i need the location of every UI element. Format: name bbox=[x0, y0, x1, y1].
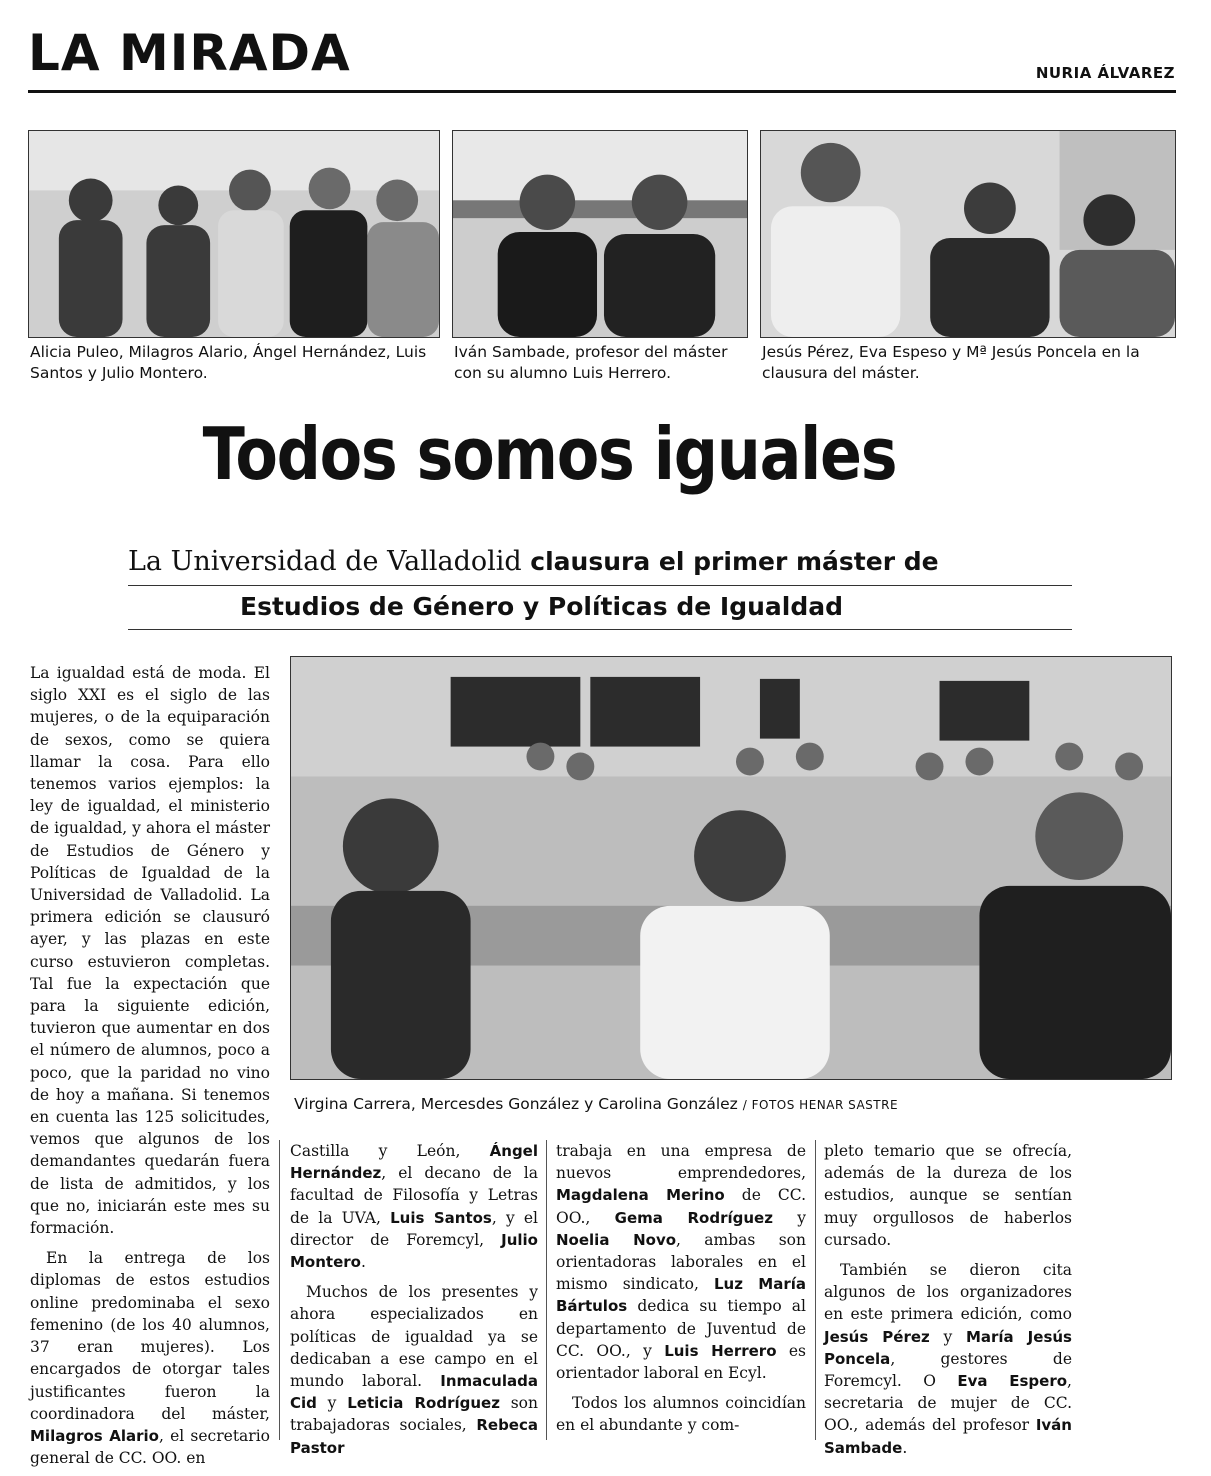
person-name: Noelia Novo bbox=[556, 1230, 677, 1249]
subheadline-rule-2 bbox=[128, 629, 1072, 630]
column3-text: dedica su tiempo al departamento de Juventud de CC. OO., y bbox=[556, 1297, 806, 1360]
person-name: María Jesús Poncela bbox=[824, 1327, 1072, 1368]
headline: Todos somos iguales bbox=[202, 412, 897, 496]
column2-text: . bbox=[360, 1253, 366, 1272]
column1-paragraph1: La igualdad está de moda. El siglo XXI es el siglo de las mujeres, o de la equiparación de sexos, como se quiera llamar la cosa. Para ello tenemos varios ejemplos: la ley de igualdad, el ministerio de igualdad, y ahora el máster de Estudios de Género y Políticas de Igualdad de la Universidad de Valladolid. La primera edición se clausuró ayer, y las plazas en este curso estuvieron completas. Tal fue la expectación que para la siguiente edición, tuvieron que aumentar en dos el número de alumnos, poco a poco, que la paridad no vino de hoy a mañana. Si tenemos en cuenta las 125 solicitudes, vemos que algunos de los demandantes quedarán fuera de lista de admitidos, y los que no, iniciarán este mes su formación. bbox=[30, 664, 270, 1238]
column-divider bbox=[815, 1140, 816, 1440]
person-name: Julio Montero bbox=[290, 1230, 538, 1272]
person-name: Iván Sambade bbox=[824, 1416, 1072, 1457]
column4-paragraph2 bbox=[824, 1259, 1072, 1459]
photo-organizers bbox=[760, 130, 1176, 338]
section-title: LA MIRADA bbox=[28, 24, 351, 82]
person-name: Eva Espero bbox=[957, 1372, 1068, 1391]
column4-paragraph1: pleto temario que se ofrecía, además de la dureza de los estudios, aunque se sentían muy orgullosos de haberlos cursado. bbox=[824, 1142, 1072, 1249]
subheadline-normal: La Universidad de Valladolid bbox=[128, 546, 522, 577]
photo-main-students bbox=[290, 656, 1172, 1080]
article-column-4 bbox=[824, 1140, 1072, 1459]
article-column-3 bbox=[556, 1140, 806, 1437]
subheadline-line2: Estudios de Género y Políticas de Igualdad bbox=[240, 592, 844, 621]
subheadline-bold: clausura el primer máster de bbox=[530, 547, 939, 576]
photo-credit: / FOTOS HENAR SASTRE bbox=[742, 1098, 899, 1112]
person-name: Inmaculada Cid bbox=[290, 1372, 538, 1413]
column-divider bbox=[546, 1140, 547, 1440]
article-column-1 bbox=[30, 662, 270, 1469]
person-name: Luis Herrero bbox=[664, 1341, 777, 1360]
person-name: Luis Santos bbox=[390, 1208, 492, 1227]
column3-text: es orientador laboral en Ecyl. bbox=[556, 1341, 806, 1383]
column1-paragraph2 bbox=[30, 1247, 270, 1469]
column3-text: , ambas son orientadoras laborales en el mismo sindicato, bbox=[556, 1230, 806, 1294]
person-name: Ángel Hernández bbox=[290, 1142, 538, 1183]
column3-text: y bbox=[797, 1208, 806, 1227]
main-photo-caption bbox=[294, 1094, 1174, 1116]
column2-paragraph1 bbox=[290, 1140, 538, 1273]
column4-text: , gestores de Foremcyl. O bbox=[824, 1349, 1072, 1391]
column1-text: , el secretario general de CC. OO. en bbox=[30, 1426, 270, 1468]
column2-text: son trabajadoras sociales, bbox=[290, 1394, 538, 1435]
subheadline-rule-1 bbox=[128, 585, 1072, 586]
photo-caption-2: Iván Sambade, profesor del máster con su alumno Luis Herrero. bbox=[454, 343, 728, 382]
column3-text: trabaja en una empresa de nuevos emprendedores, bbox=[556, 1142, 806, 1183]
photo-group-five bbox=[28, 130, 440, 338]
person-name: Gema Rodríguez bbox=[614, 1208, 773, 1227]
main-caption-text: Virgina Carrera, Mercesdes González y Carolina González bbox=[294, 1095, 738, 1113]
person-name: Magdalena Merino bbox=[556, 1186, 725, 1205]
column2-text: Castilla y León, bbox=[290, 1142, 461, 1160]
column2-text: , el decano de la facultad de Filosofía y Letras de la UVA, bbox=[290, 1164, 538, 1227]
column1-text: En la entrega de los diplomas de estos estudios online predominaba el sexo femenino (de los 40 alumnos, 37 eran mujeres). Los encargados de otorgar tales justificantes fueron la coordinadora del máster, bbox=[30, 1249, 270, 1423]
column2-text: y bbox=[327, 1394, 337, 1413]
column3-text: de CC. OO., bbox=[556, 1186, 806, 1227]
column-divider bbox=[279, 1140, 280, 1440]
column2-text: , y el director de Foremcyl, bbox=[290, 1208, 538, 1249]
person-name: Rebeca Pastor bbox=[290, 1416, 538, 1457]
article-column-2 bbox=[290, 1140, 538, 1459]
photo-caption-1: Alicia Puleo, Milagros Alario, Ángel Hernández, Luis Santos y Julio Montero. bbox=[30, 343, 427, 382]
person-name: Jesús Pérez bbox=[824, 1327, 930, 1346]
column4-text: y bbox=[943, 1327, 953, 1346]
column4-text: . bbox=[902, 1438, 908, 1457]
person-name: Luz María Bártulos bbox=[556, 1275, 806, 1316]
column3-paragraph1 bbox=[556, 1140, 806, 1384]
photo-professor-student bbox=[452, 130, 748, 338]
person-name: Leticia Rodríguez bbox=[347, 1394, 500, 1413]
column2-paragraph2 bbox=[290, 1281, 538, 1459]
column2-text: Muchos de los presentes y ahora especializados en políticas de igualdad ya se dedicaban a ese campo en el mundo laboral. bbox=[290, 1283, 538, 1391]
header-rule bbox=[28, 90, 1176, 93]
person-name: Milagros Alario bbox=[30, 1426, 159, 1445]
column4-text: , secretaria de mujer de CC. OO., además del profesor bbox=[824, 1372, 1072, 1435]
subheadline-line1 bbox=[128, 545, 939, 579]
photo-caption-3: Jesús Pérez, Eva Espeso y Mª Jesús Poncela en la clausura del máster. bbox=[762, 343, 1140, 382]
column3-paragraph2: Todos los alumnos coincidían en el abundante y com- bbox=[556, 1394, 806, 1435]
column4-text: También se dieron cita algunos de los organizadores en este primera edición, como bbox=[824, 1261, 1072, 1324]
author-byline: NURIA ÁLVAREZ bbox=[1035, 64, 1175, 82]
